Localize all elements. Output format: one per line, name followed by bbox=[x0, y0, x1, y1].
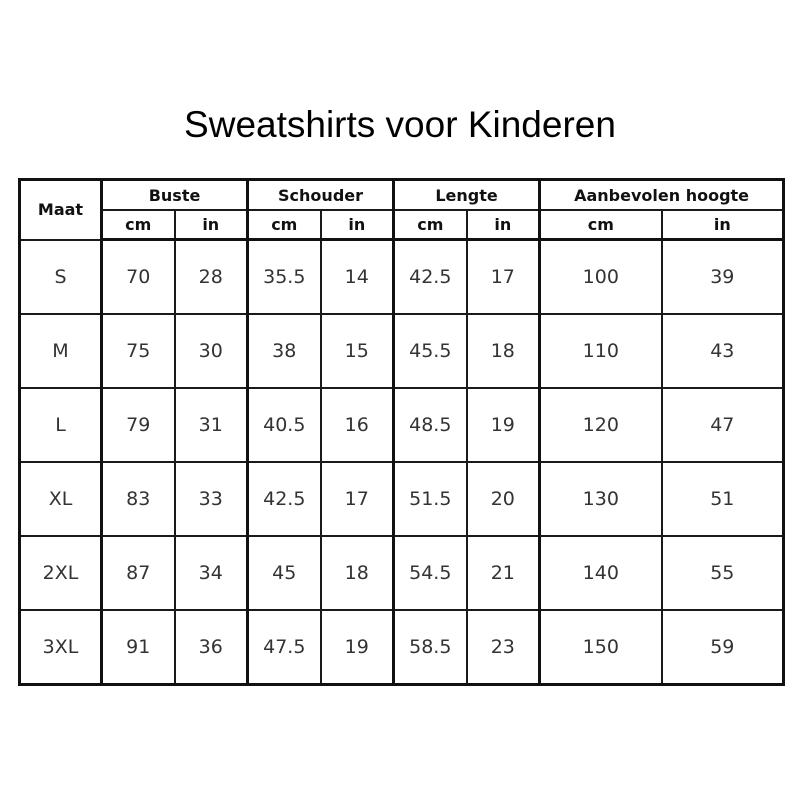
table-cell: 28 bbox=[175, 240, 248, 315]
table-cell: 19 bbox=[321, 610, 394, 685]
table-cell: 38 bbox=[248, 314, 321, 388]
table-cell: 47.5 bbox=[248, 610, 321, 685]
table-cell: 87 bbox=[102, 536, 175, 610]
size-cell: XL bbox=[20, 462, 102, 536]
table-cell: 45 bbox=[248, 536, 321, 610]
table-cell: 15 bbox=[321, 314, 394, 388]
table-cell: 120 bbox=[540, 388, 662, 462]
table-cell: 48.5 bbox=[394, 388, 467, 462]
unit-header: in bbox=[467, 210, 540, 240]
table-cell: 79 bbox=[102, 388, 175, 462]
table-cell: 83 bbox=[102, 462, 175, 536]
table-cell: 130 bbox=[540, 462, 662, 536]
table-cell: 35.5 bbox=[248, 240, 321, 315]
table-cell: 100 bbox=[540, 240, 662, 315]
table-cell: 55 bbox=[662, 536, 784, 610]
unit-header: cm bbox=[394, 210, 467, 240]
table-cell: 19 bbox=[467, 388, 540, 462]
table-cell: 54.5 bbox=[394, 536, 467, 610]
table-cell: 20 bbox=[467, 462, 540, 536]
unit-header: cm bbox=[540, 210, 662, 240]
table-cell: 33 bbox=[175, 462, 248, 536]
unit-header-row bbox=[20, 210, 784, 240]
group-header-bust: Buste bbox=[102, 180, 248, 211]
table-cell: 43 bbox=[662, 314, 784, 388]
table-cell: 16 bbox=[321, 388, 394, 462]
unit-header: in bbox=[321, 210, 394, 240]
table-cell: 17 bbox=[321, 462, 394, 536]
table-cell: 34 bbox=[175, 536, 248, 610]
table-cell: 150 bbox=[540, 610, 662, 685]
table-row bbox=[20, 388, 784, 462]
table-cell: 45.5 bbox=[394, 314, 467, 388]
table-cell: 39 bbox=[662, 240, 784, 315]
table-cell: 51.5 bbox=[394, 462, 467, 536]
group-header-shoulder: Schouder bbox=[248, 180, 394, 211]
size-cell: L bbox=[20, 388, 102, 462]
table-cell: 30 bbox=[175, 314, 248, 388]
table-cell: 18 bbox=[321, 536, 394, 610]
table-row bbox=[20, 314, 784, 388]
size-cell: S bbox=[20, 240, 102, 315]
table-cell: 110 bbox=[540, 314, 662, 388]
table-cell: 42.5 bbox=[394, 240, 467, 315]
table-cell: 42.5 bbox=[248, 462, 321, 536]
table-cell: 140 bbox=[540, 536, 662, 610]
size-cell: M bbox=[20, 314, 102, 388]
size-cell: 3XL bbox=[20, 610, 102, 685]
table-row bbox=[20, 536, 784, 610]
table-cell: 36 bbox=[175, 610, 248, 685]
size-chart-table bbox=[18, 178, 785, 686]
table-cell: 47 bbox=[662, 388, 784, 462]
table-row bbox=[20, 610, 784, 685]
size-column-header: Maat bbox=[20, 180, 102, 240]
table-cell: 40.5 bbox=[248, 388, 321, 462]
group-header-length: Lengte bbox=[394, 180, 540, 211]
table-cell: 23 bbox=[467, 610, 540, 685]
table-cell: 14 bbox=[321, 240, 394, 315]
group-header-row bbox=[20, 180, 784, 211]
unit-header: in bbox=[175, 210, 248, 240]
group-header-recommended-height: Aanbevolen hoogte bbox=[540, 180, 784, 211]
table-cell: 17 bbox=[467, 240, 540, 315]
size-cell: 2XL bbox=[20, 536, 102, 610]
page-title: Sweatshirts voor Kinderen bbox=[184, 104, 616, 145]
table-cell: 70 bbox=[102, 240, 175, 315]
table-cell: 21 bbox=[467, 536, 540, 610]
table-cell: 59 bbox=[662, 610, 784, 685]
table-row bbox=[20, 462, 784, 536]
table-cell: 51 bbox=[662, 462, 784, 536]
unit-header: cm bbox=[102, 210, 175, 240]
unit-header: in bbox=[662, 210, 784, 240]
unit-header: cm bbox=[248, 210, 321, 240]
table-cell: 91 bbox=[102, 610, 175, 685]
table-cell: 18 bbox=[467, 314, 540, 388]
table-row bbox=[20, 240, 784, 315]
table-cell: 58.5 bbox=[394, 610, 467, 685]
table-cell: 31 bbox=[175, 388, 248, 462]
table-cell: 75 bbox=[102, 314, 175, 388]
